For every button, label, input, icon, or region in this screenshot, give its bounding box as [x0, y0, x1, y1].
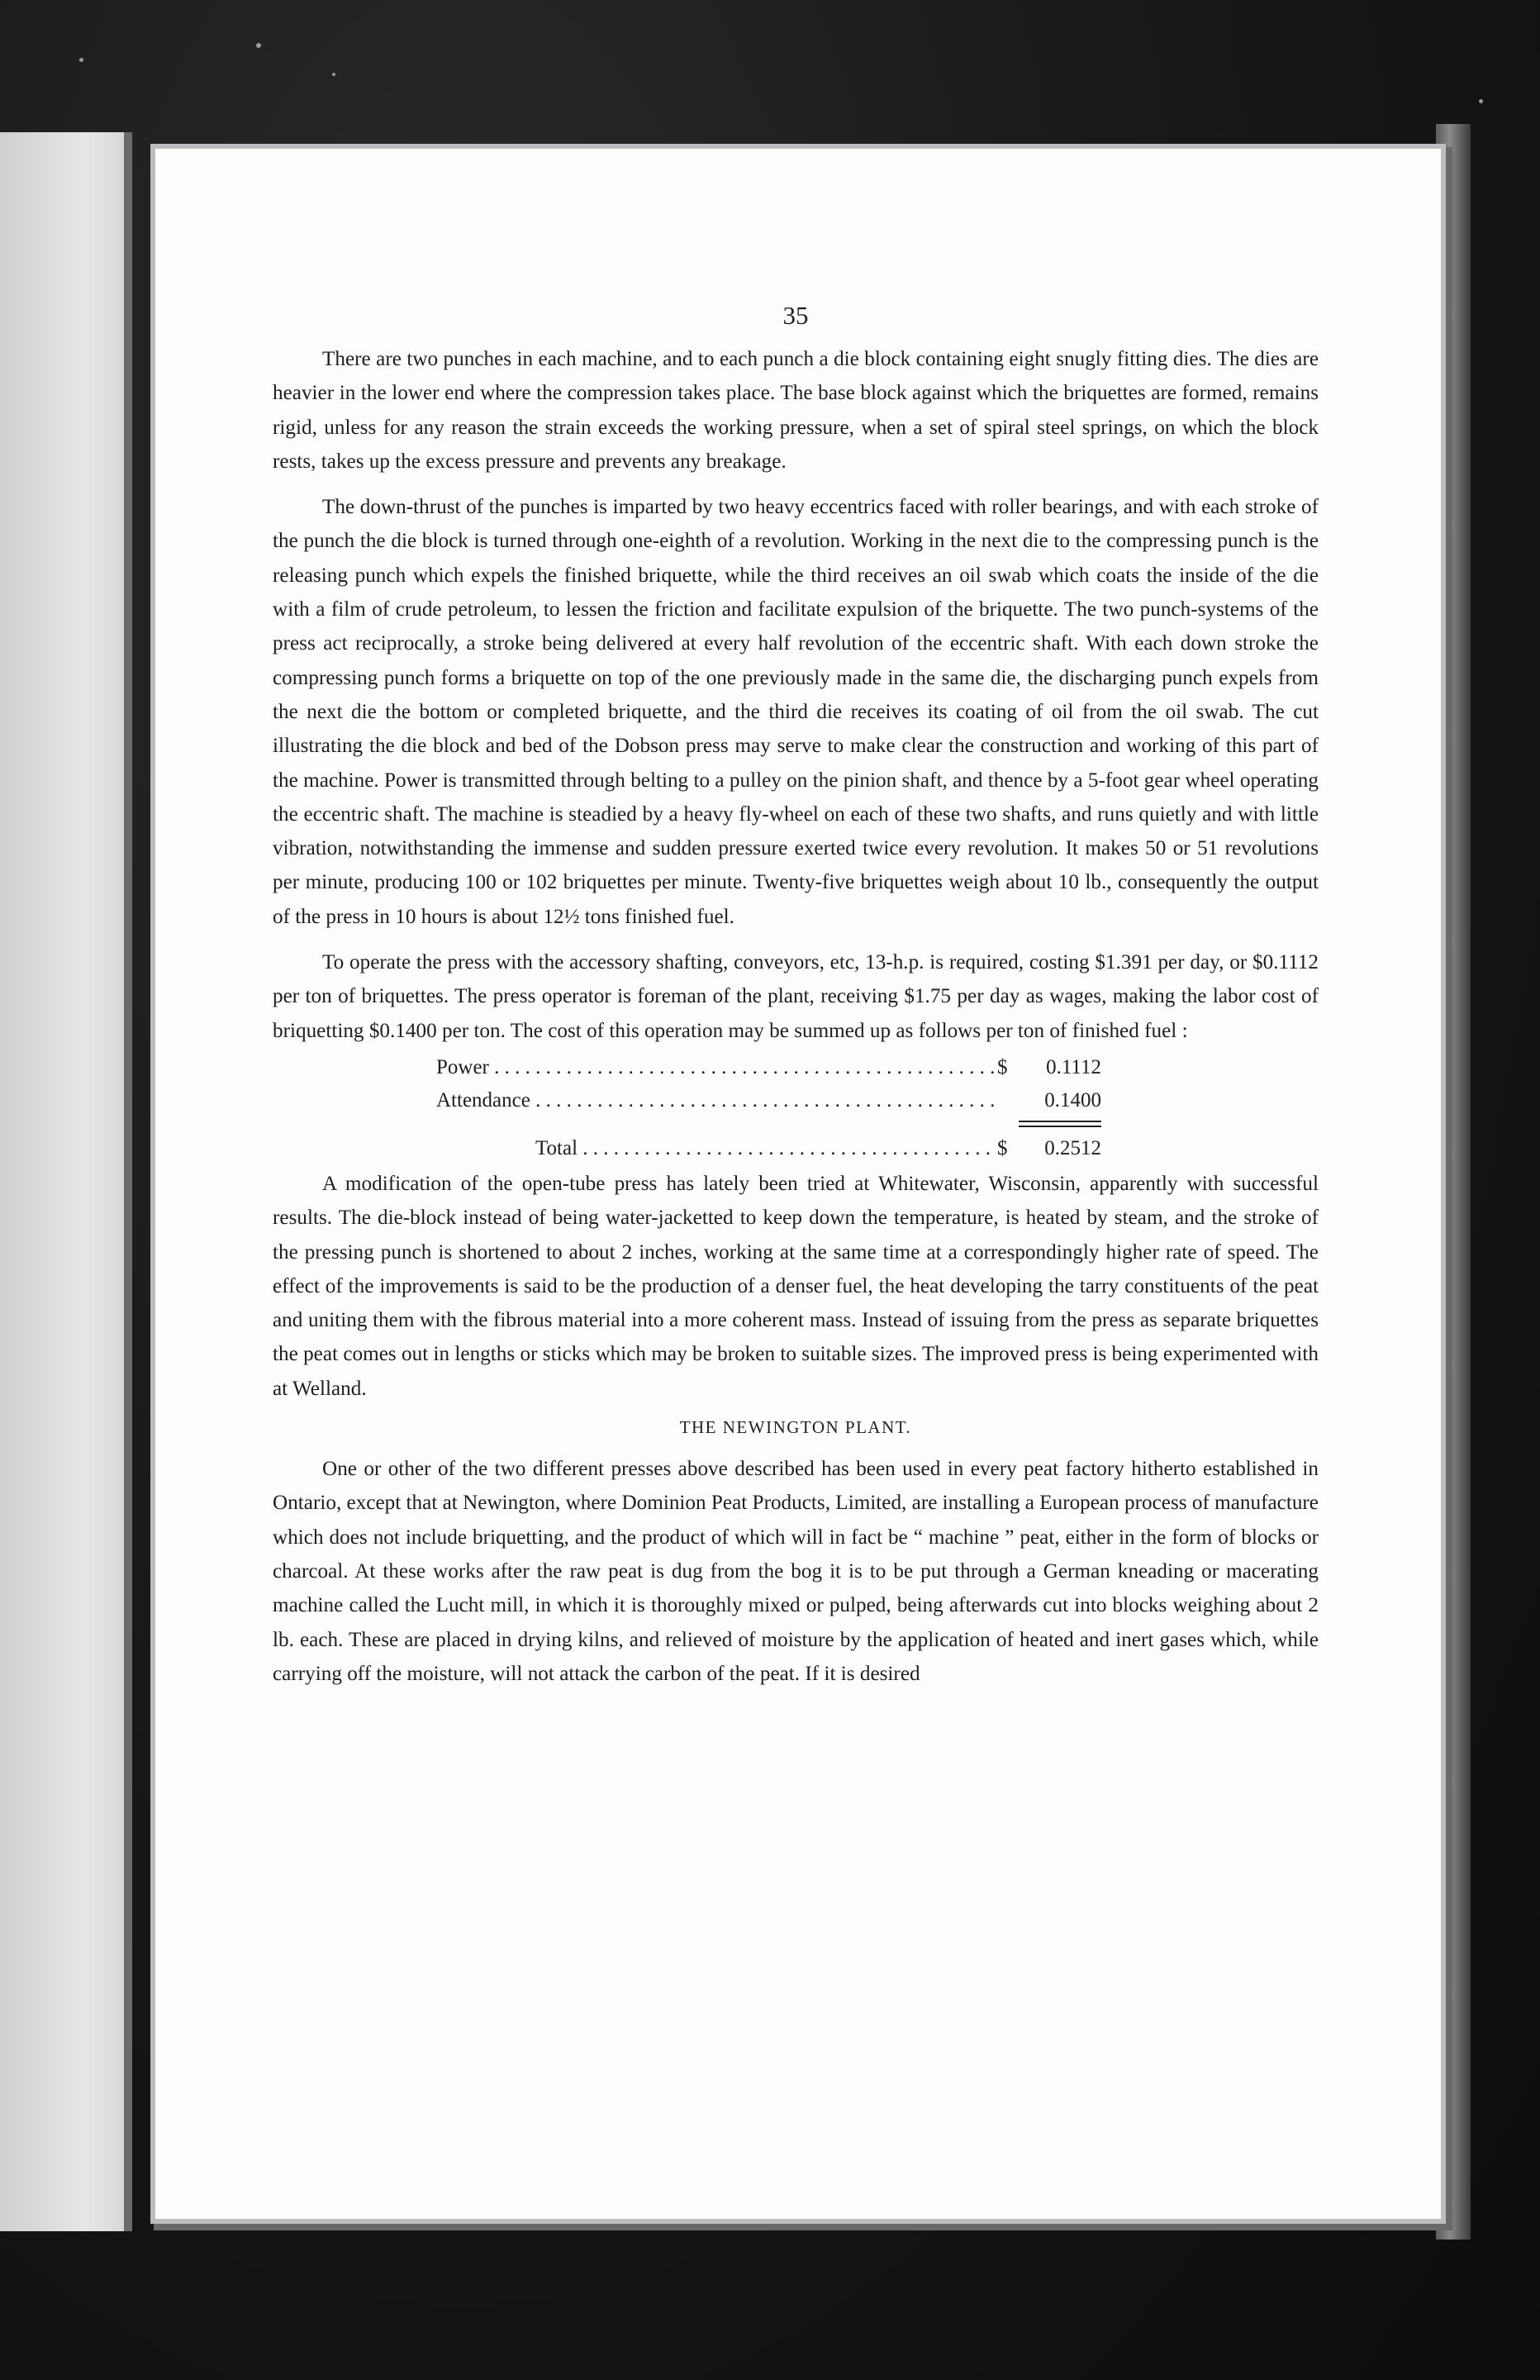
page-number: 35	[782, 301, 809, 330]
paragraph-whitewater: A modification of the open-tube press has lately been tried at Whitewater, Wisconsin, apparently with successful results. The die-block instead of being water-jacketted to keep down the temperature, is heated by steam, and the stroke of the pressing punch is shortened to about 2 inches, working at the same time at a correspondingly higher rate of speed. The effect of the improvements is said to be the production of a denser fuel, the heat developing the tarry constituents of the peat and uniting them with the fibrous material into a more coherent mass. Instead of issuing from the press as separate briquettes the peat comes out in lengths or sticks which may be broken to suitable sizes. The improved press is being experimented with at Welland.	[273, 1172, 1319, 1400]
cost-table	[436, 1051, 1101, 1165]
cost-label: Attendance . . .	[436, 1084, 997, 1117]
mount-edge	[1436, 124, 1471, 2240]
document-page	[155, 149, 1441, 2219]
cost-amount: 0.1400	[1044, 1088, 1101, 1111]
section-heading: THE NEWINGTON PLANT.	[679, 1417, 912, 1438]
cost-row-power	[436, 1051, 1101, 1084]
total-amount: 0.2512	[1044, 1136, 1101, 1159]
cost-row-attendance	[436, 1084, 1101, 1117]
dust-speck	[79, 58, 83, 62]
paragraph-down-thrust: The down-thrust of the punches is imparted by two heavy eccentrics faced with roller bearings, and with each stroke of the punch the die block is turned through one-eighth of a revolution. Working in the next die to the compressing punch is the releasing punch which expels the finished briquette, while the third receives an oil swab which coats the inside of the die with a film of crude petroleum, to lessen the friction and facilitate expulsion of the briquette. The two punch-systems of the press act reciprocally, a stroke being delivered at every half revolution of the eccentric shaft. With each down stroke the compressing punch forms a briquette on top of the one previously made in the same die, the discharging punch expels from the next die the bottom or completed briquette, and the third die receives its coating of oil from the oil swab. The cut illustrating the die block and bed of the Dobson press may serve to make clear the construction and working of this part of the machine. Power is transmitted through belting to a pulley on the pinion shaft, and thence by a 5-foot gear wheel operating the eccentric shaft. The machine is steadied by a heavy fly-wheel on each of these two shafts, and runs quietly and with little vibration, notwithstanding the immense and sudden pressure exerted twice every revolution. It makes 50 or 51 revolutions per minute, producing 100 or 102 briquettes per minute. Twenty-five briquettes weigh about 10 lb., consequently the output of the press in 10 hours is about 12½ tons finished fuel.	[273, 496, 1319, 928]
cost-row-total	[436, 1132, 1101, 1165]
cost-amount: 0.1112	[1046, 1055, 1101, 1078]
page-content	[273, 299, 1319, 1702]
previous-page-edge	[0, 132, 132, 2231]
paragraph-operating-cost: To operate the press with the accessory shafting, conveyors, etc, 13-h.p. is required, costing $1.391 per day, or $0.1112 per ton of briquettes. The press operator is foreman of the plant, receiving $1.75 per day as wages, making the labor cost of briquetting $0.1400 per ton. The cost of this operation may be summed up as follows per ton of finished fuel :	[273, 951, 1319, 1042]
total-currency: $	[997, 1136, 1008, 1159]
total-rule	[436, 1121, 1101, 1127]
dust-speck	[256, 43, 261, 48]
paragraph-punches: There are two punches in each machine, and to each punch a die block containing eight snugly fitting dies. The dies are heavier in the lower end where the compression takes place. The base block against which the briquettes are formed, remains rigid, unless for any reason the strain exceeds the working pressure, when a set of spiral steel springs, on which the block rests, takes up the excess pressure and prevents any breakage.	[273, 348, 1319, 473]
cost-currency: $	[997, 1055, 1008, 1078]
dust-speck	[332, 73, 335, 76]
dust-speck	[1479, 99, 1483, 103]
cost-label: Power . . .	[436, 1051, 997, 1084]
paragraph-newington: One or other of the two different presses above described has been used in every peat factory hitherto established in Ontario, except that at Newington, where Dominion Peat Products, Limited, are installing a European process of manufacture which does not include briquetting, and the product of which will in fact be “ machine ” peat, either in the form of blocks or charcoal. At these works after the raw peat is dug from the bog it is to be put through a German kneading or macerating machine called the Lucht mill, in which it is thoroughly mixed or pulped, being afterwards cut into blocks weighing about 2 lb. each. These are placed in drying kilns, and relieved of moisture by the application of heated and inert gases which, while carrying off the moisture, will not attack the carbon of the peat. If it is desired	[273, 1458, 1319, 1685]
total-label: Total . . .	[436, 1132, 997, 1165]
